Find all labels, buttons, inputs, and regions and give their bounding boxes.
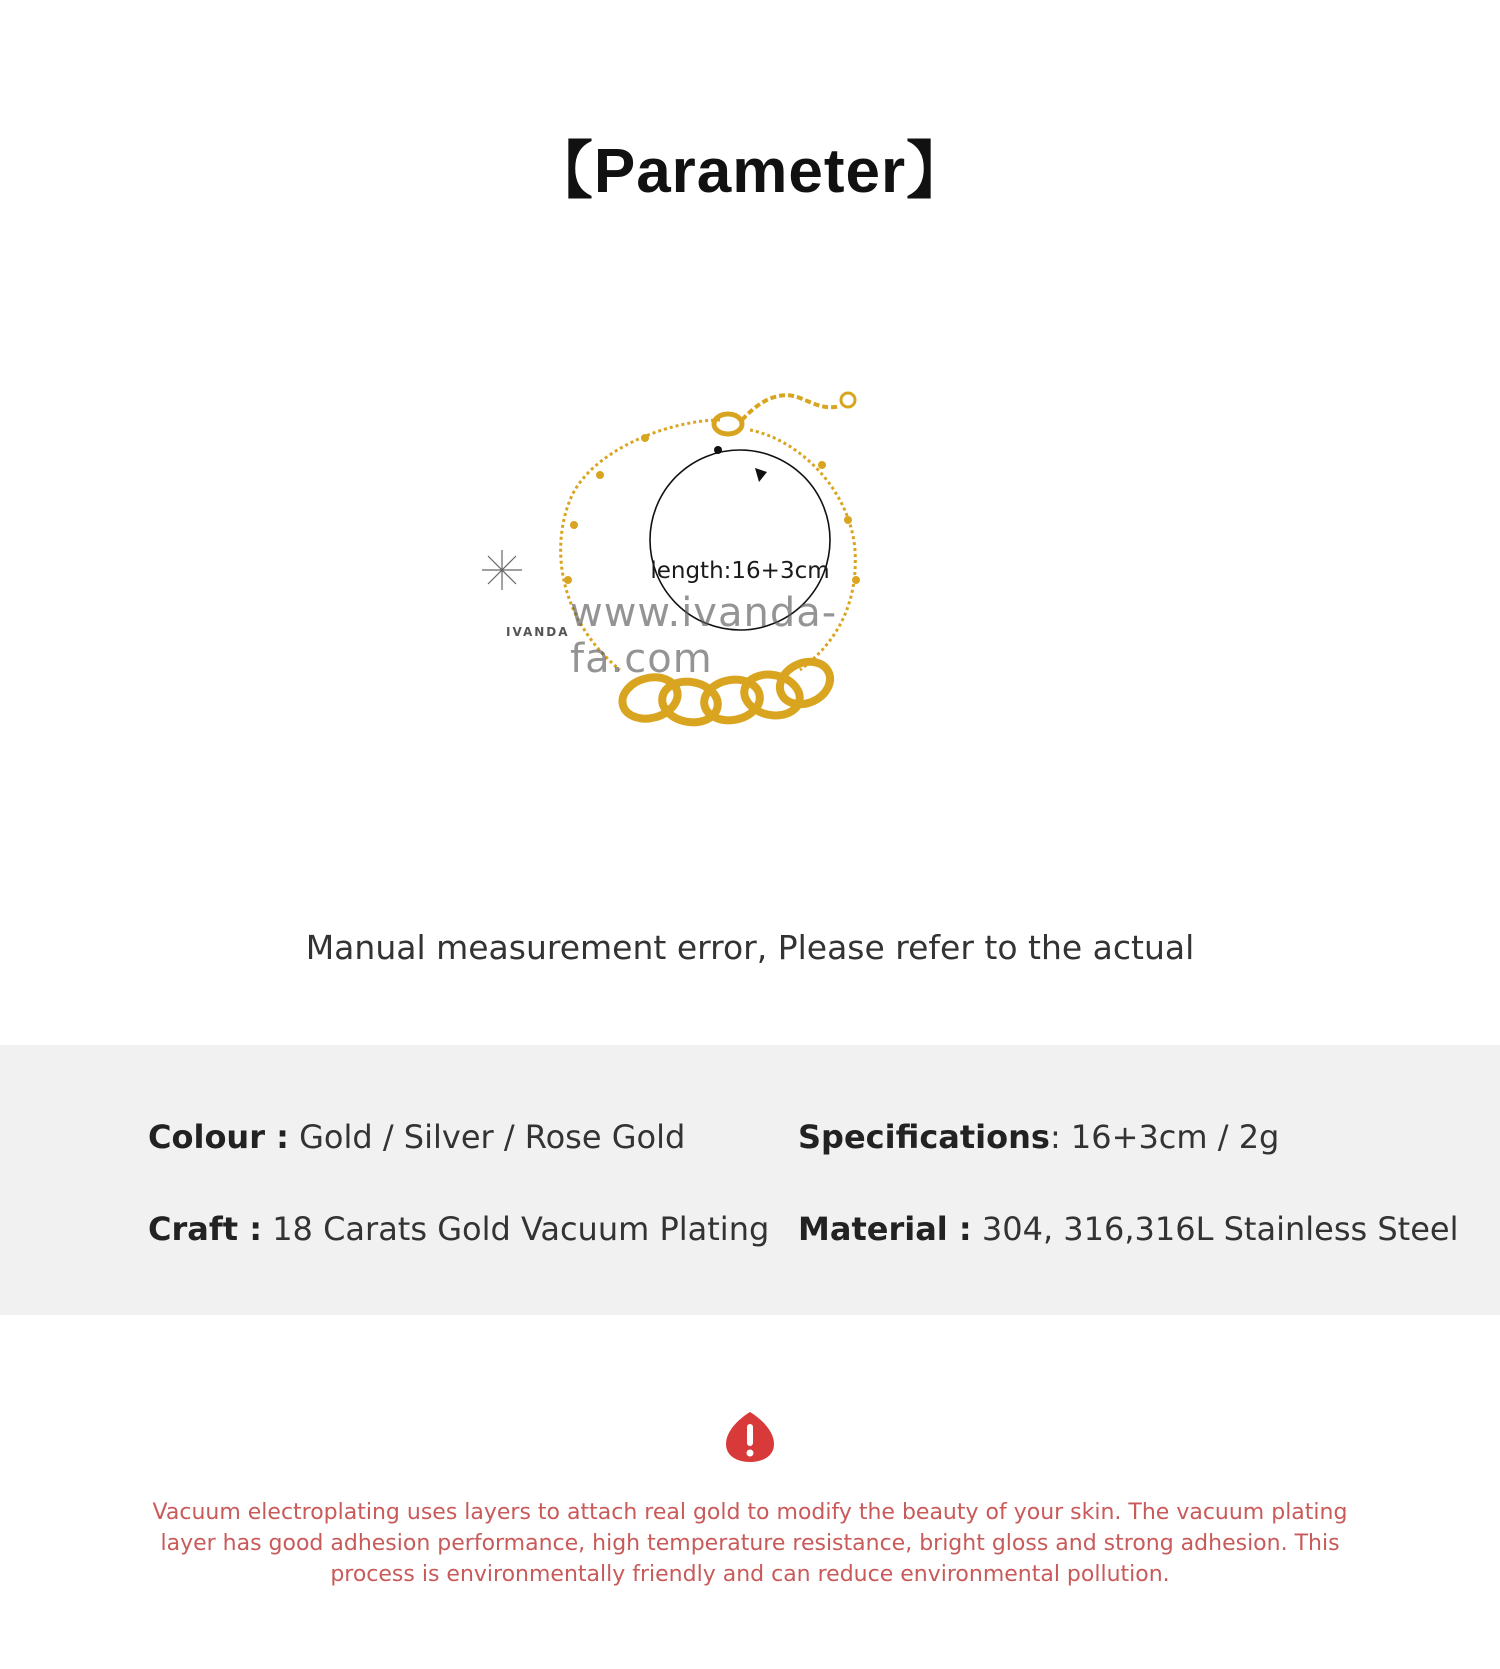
spec-material (798, 1207, 1458, 1251)
spec-colour (148, 1115, 685, 1159)
measurement-note: Manual measurement error, Please refer to the actual (305, 928, 1195, 967)
specifications-value: : 16+3cm / 2g (1049, 1118, 1280, 1156)
material-label: Material : (798, 1210, 972, 1248)
colour-label: Colour : (148, 1118, 289, 1156)
craft-label: Craft : (148, 1210, 263, 1248)
colour-value: Gold / Silver / Rose Gold (299, 1118, 686, 1156)
watermark-brand: IVANDA (506, 625, 570, 639)
measure-arrow (755, 468, 767, 482)
watermark-url: www.ivanda-fa.com (570, 590, 838, 682)
watermark-star-icon (482, 550, 522, 590)
length-label: length:16+3cm (650, 558, 830, 584)
plating-warning-text: Vacuum electroplating uses layers to attach real gold to modify the beauty of your skin. The vacuum plating layer has good adhesion performance, high temperature resistance, bright gloss and strong adhesion. This process is environmentally friendly and can reduce environmental pollution. (152, 1500, 1348, 1587)
product-image (470, 380, 950, 760)
extender-chain (742, 395, 840, 420)
exclamation-icon (725, 1410, 775, 1464)
measure-start-dot (714, 446, 722, 454)
lobster-clasp (714, 414, 742, 434)
spec-band (0, 1045, 1500, 1315)
material-value: 304, 316,316L Stainless Steel (981, 1210, 1459, 1248)
spec-specifications (798, 1115, 1279, 1159)
specifications-label: Specifications (798, 1118, 1050, 1156)
craft-value: 18 Carats Gold Vacuum Plating (272, 1210, 770, 1248)
spec-craft (148, 1207, 769, 1251)
page-title: 【Parameter】 (530, 137, 970, 206)
extender-end (841, 393, 855, 407)
